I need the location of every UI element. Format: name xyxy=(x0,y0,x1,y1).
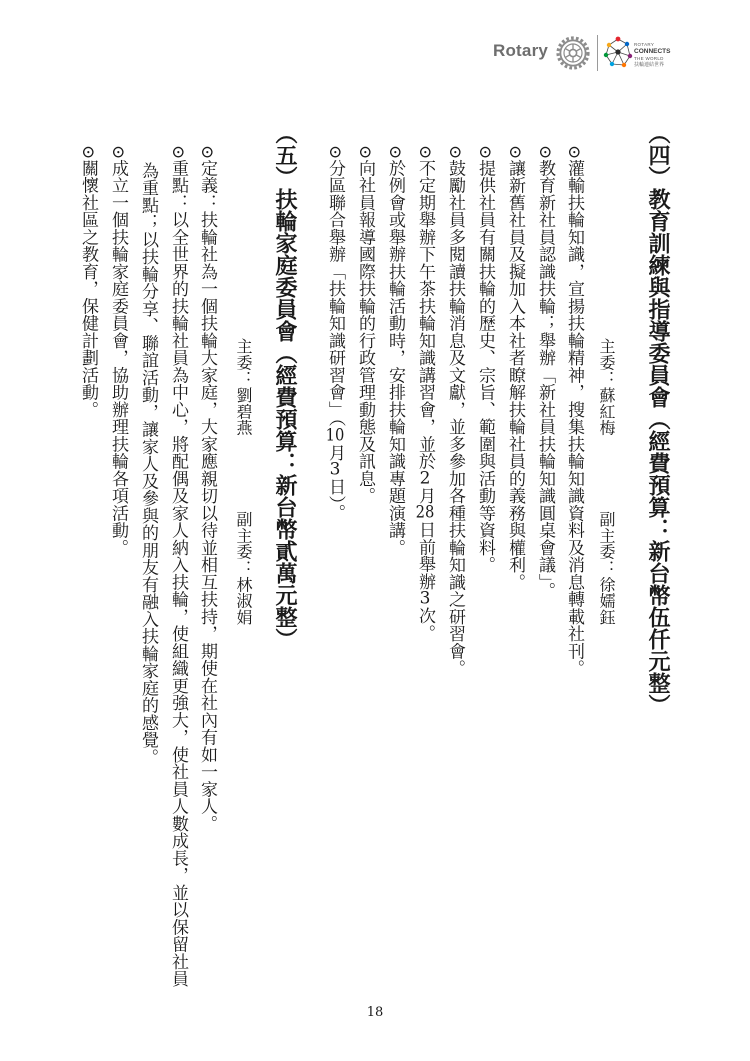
page-number: 18 xyxy=(366,1005,384,1020)
inline-number: 10 xyxy=(325,427,345,444)
theme-text-chinese: 扶輪連結世界 xyxy=(634,62,665,68)
section-4-item-7: ⊙於例會或舉辦扶輪活動時，安排扶輪知識專題演講。 xyxy=(385,145,405,557)
rotary-wordmark: Rotary xyxy=(493,41,549,60)
section-4-item-8: ⊙向社員報導國際扶輪的行政管理動態及訊息。 xyxy=(355,145,375,505)
section-4-chair: 主委：蘇紅梅 xyxy=(597,338,616,436)
rotary-logo xyxy=(488,30,688,76)
rotary-wheel-icon xyxy=(555,35,591,71)
logo-divider xyxy=(597,35,598,71)
section-5-chair: 主委：劉碧燕 xyxy=(234,338,253,436)
inline-number: 28 xyxy=(415,504,435,522)
section-4-item-4: ⊙提供社員有關扶輪的歷史、宗旨、範圍與活動等資料。 xyxy=(475,145,495,574)
section-5-vice-chair: 副主委：林淑娟 xyxy=(234,511,253,626)
inline-number: 2 xyxy=(419,470,431,487)
section-5-item-1: ⊙定義：扶輪社為一個扶輪大家庭，大家應親切以待並相互扶持，期使在社內有如一家人。 xyxy=(197,145,217,833)
section-5-item-4: ⊙關懷社區之教育，保健計劃活動。 xyxy=(78,145,98,419)
section-4-item-9: ⊙分區聯合舉辦「扶輪知識研習會」（10月3日）。 xyxy=(325,145,345,522)
section-4-item-1: ⊙灌輸扶輪知識，宣揚扶輪精神，搜集扶輪知識資料及消息轉載社刊。 xyxy=(564,145,584,677)
section-4-item-5: ⊙鼓勵社員多閱讀扶輪消息及文獻，並多參加各種扶輪知識之研習會。 xyxy=(445,145,465,677)
theme-text-connects: CONNECTS xyxy=(634,48,671,55)
section-4-item-6: ⊙不定期舉辦下午茶扶輪知識講習會，並於2月28日前舉辦3次。 xyxy=(415,145,435,642)
section-5-item-2-continued: 為重點；以扶輪分享、聯誼活動，讓家人及參與的朋友有融入扶輪家庭的感覺。 xyxy=(138,162,158,766)
theme-text-the-world: THE WORLD xyxy=(634,56,664,61)
rotary-connects-emblem-icon xyxy=(602,33,634,71)
section-4-vice-chair: 副主委：徐嬬鈺 xyxy=(597,511,616,626)
section-4-item-2: ⊙教育新社員認識扶輪；舉辦「新社員扶輪知識圓桌會議」。 xyxy=(535,145,555,600)
section-5-heading: （五）扶輪家庭委員會（經費預算：新台幣貳萬元整） xyxy=(272,122,298,650)
inline-number: 3 xyxy=(419,590,431,608)
section-4-item-3: ⊙讓新舊社員及擬加入本社者瞭解扶輪社員的義務與權利。 xyxy=(505,145,525,591)
section-5-item-3: ⊙成立一個扶輪家庭委員會，協助辦理扶輪各項活動。 xyxy=(108,145,128,557)
theme-text-rotary: ROTARY xyxy=(634,42,655,47)
section-5-item-2: ⊙重點：以全世界的扶輪社員為中心，將配偶及家人納入扶輪，使組織更強大，使社員人數成長，並以保留社員 xyxy=(168,145,188,988)
section-4-heading: （四）教育訓練與指導委員會（經費預算：新台幣伍仟元整） xyxy=(645,122,671,716)
inline-number: 3 xyxy=(329,461,341,479)
